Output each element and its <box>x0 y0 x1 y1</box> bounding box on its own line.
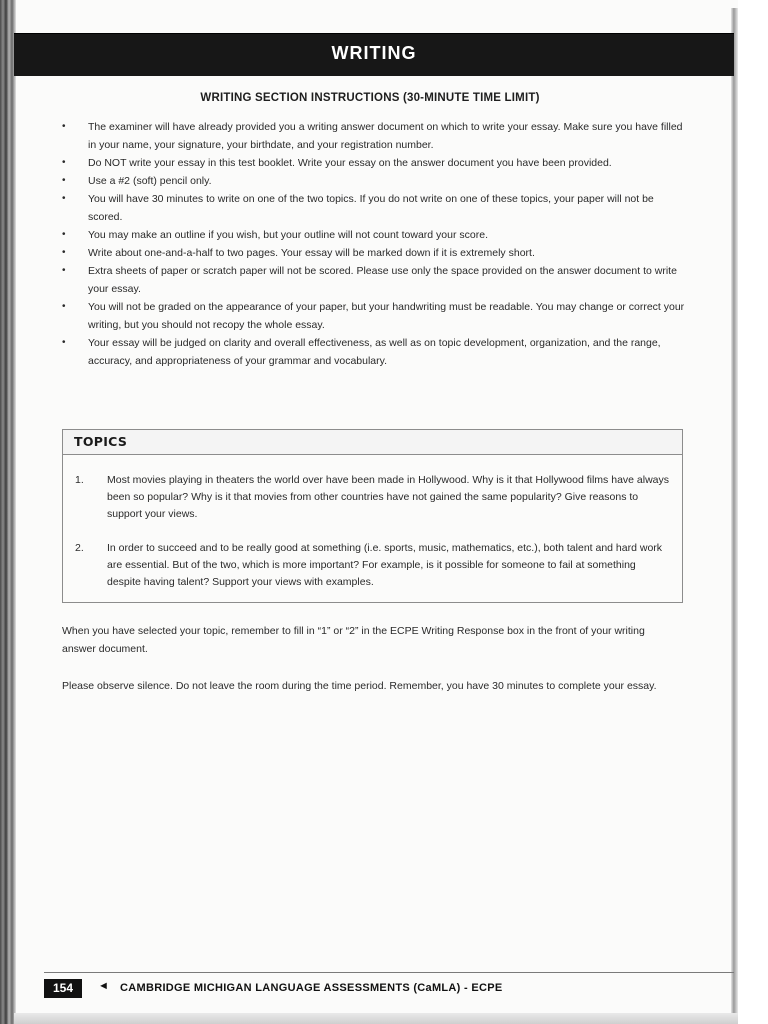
instruction-item <box>60 334 685 370</box>
instruction-text: Use a #2 (soft) pencil only. <box>88 175 212 187</box>
topics-box <box>62 429 683 603</box>
topic-number: 1. <box>75 474 84 486</box>
topic-number: 2. <box>75 542 84 554</box>
instruction-text: Do NOT write your essay in this test booklet. Write your essay on the answer document you have been provided. <box>88 157 612 169</box>
instruction-item <box>60 172 685 190</box>
section-title: WRITING <box>331 43 417 63</box>
bullet-icon: • <box>62 175 66 186</box>
closing-paragraph-1: When you have selected your topic, remember to fill in “1” or “2” in the ECPE Writing Response box in the front of your writing answer document. <box>62 625 645 655</box>
instruction-item <box>60 190 685 226</box>
topics-title: TOPICS <box>74 434 128 449</box>
book-spine <box>0 0 16 1024</box>
instruction-text: The examiner will have already provided you a writing answer document on which to write your essay. Make sure you have filled in your name, your signature, your birthdate, and your registration number. <box>88 121 683 151</box>
bullet-icon: • <box>62 193 66 204</box>
bullet-icon: • <box>62 247 66 258</box>
page-number: 154 <box>44 979 82 998</box>
page-margin-outside <box>738 0 768 1024</box>
instruction-item <box>60 262 685 298</box>
instructions-heading: WRITING SECTION INSTRUCTIONS (30-MINUTE TIME LIMIT) <box>200 92 540 104</box>
topic-text: In order to succeed and to be really good at something (i.e. sports, music, mathematics, etc.), both talent and hard work are essential. But of the two, which is more important? For example, is it possible for someone to fail at something despite having talent? Support your views with examples. <box>107 542 663 588</box>
bullet-icon: • <box>62 301 66 312</box>
instruction-item <box>60 118 685 154</box>
topics-header <box>63 430 682 455</box>
page-edge <box>731 8 738 1024</box>
instruction-text: You may make an outline if you wish, but your outline will not count toward your score. <box>88 229 488 241</box>
instruction-item <box>60 154 685 172</box>
instruction-text: Your essay will be judged on clarity and overall effectiveness, as well as on topic development, organization, and the range, accuracy, and appropriateness of your grammar and vocabulary. <box>88 337 661 367</box>
instruction-text: You will not be graded on the appearance of your paper, but your handwriting must be readable. You may change or correct your writing, but you should not recopy the whole essay. <box>88 301 685 331</box>
section-header-band <box>14 33 734 76</box>
instruction-item <box>60 298 685 334</box>
bullet-icon: • <box>62 337 66 348</box>
bullet-icon: • <box>62 121 66 132</box>
instruction-item <box>60 244 685 262</box>
page-bottom-edge <box>14 1013 738 1024</box>
instruction-text: Write about one-and-a-half to two pages. Your essay will be marked down if it is extremely short. <box>88 247 535 259</box>
instruction-text: Extra sheets of paper or scratch paper will not be scored. Please use only the space provided on the answer document to write your essay. <box>88 265 677 295</box>
footer-title: CAMBRIDGE MICHIGAN LANGUAGE ASSESSMENTS (CaMLA) - ECPE <box>120 982 503 994</box>
bullet-icon: • <box>62 265 66 276</box>
bullet-icon: • <box>62 157 66 168</box>
footer-divider <box>44 972 734 973</box>
instructions-list <box>60 118 685 370</box>
closing-paragraph-2: Please observe silence. Do not leave the room during the time period. Remember, you have 30 minutes to complete your essay. <box>62 680 657 692</box>
bullet-icon: • <box>62 229 66 240</box>
instruction-item <box>60 226 685 244</box>
topic-text: Most movies playing in theaters the world over have been made in Hollywood. Why is it that Hollywood films have always been so popular? Why is it that movies from other countries have not gained the same popularity? Give reasons to support your views. <box>107 474 670 520</box>
left-arrow-icon: ◄ <box>98 980 109 992</box>
instruction-text: You will have 30 minutes to write on one of the two topics. If you do not write on one of these topics, your paper will not be scored. <box>88 193 654 223</box>
